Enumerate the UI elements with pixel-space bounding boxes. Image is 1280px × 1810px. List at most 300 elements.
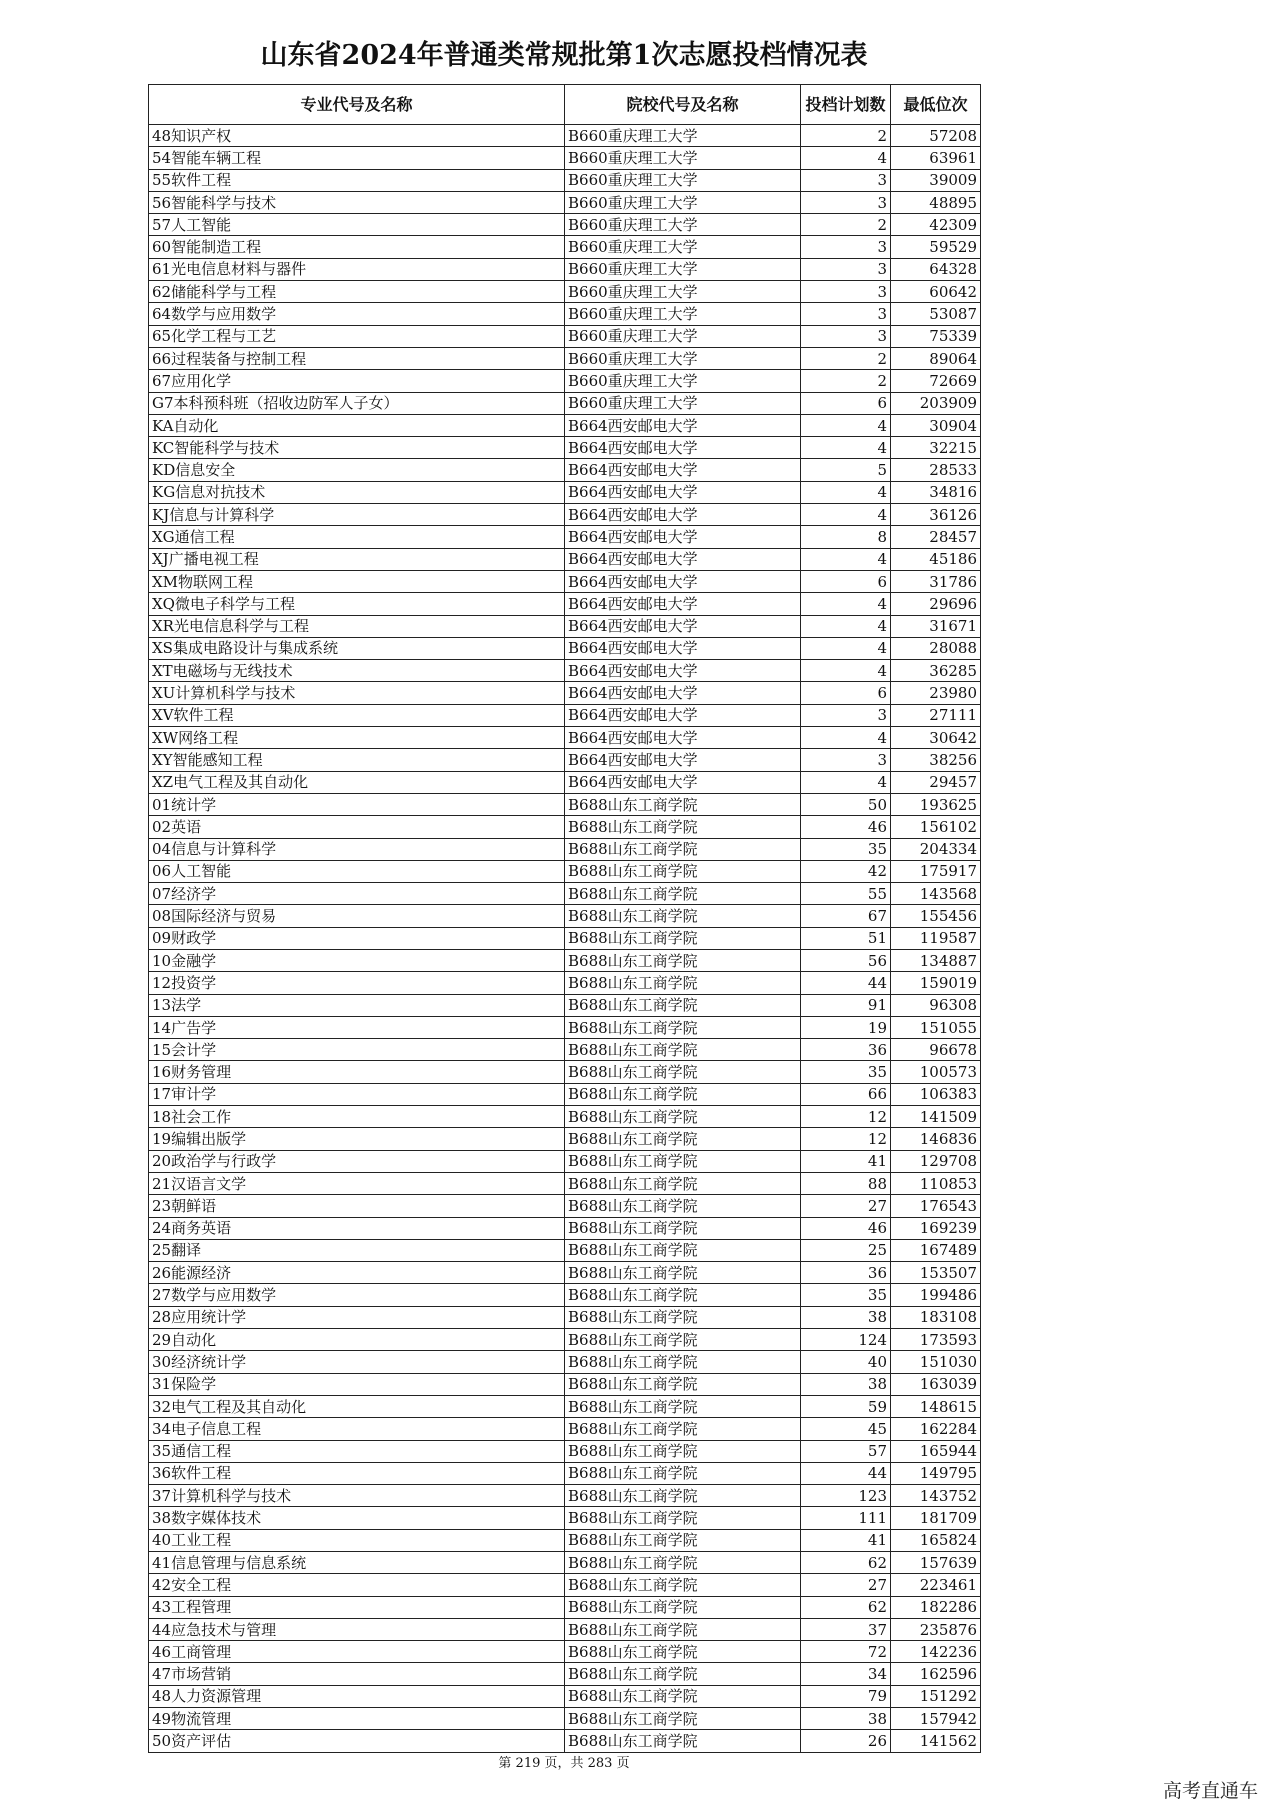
cell-school: B688山东工商学院 xyxy=(565,972,801,994)
cell-school: B688山东工商学院 xyxy=(565,1596,801,1618)
cell-min-rank: 151030 xyxy=(891,1351,981,1373)
cell-min-rank: 141509 xyxy=(891,1106,981,1128)
cell-plan-count: 12 xyxy=(801,1106,891,1128)
cell-school: B688山东工商学院 xyxy=(565,1016,801,1038)
cell-plan-count: 59 xyxy=(801,1395,891,1417)
cell-major: 20政治学与行政学 xyxy=(149,1150,565,1172)
cell-school: B688山东工商学院 xyxy=(565,1618,801,1640)
table-row xyxy=(149,749,981,771)
admission-table xyxy=(148,84,981,1753)
cell-min-rank: 134887 xyxy=(891,949,981,971)
table-body xyxy=(149,125,981,1753)
table-row xyxy=(149,570,981,592)
table-row xyxy=(149,816,981,838)
cell-min-rank: 106383 xyxy=(891,1083,981,1105)
cell-min-rank: 45186 xyxy=(891,548,981,570)
cell-major: 48知识产权 xyxy=(149,125,565,147)
cell-min-rank: 203909 xyxy=(891,392,981,414)
cell-school: B688山东工商学院 xyxy=(565,905,801,927)
cell-school: B688山东工商学院 xyxy=(565,883,801,905)
cell-major: 08国际经济与贸易 xyxy=(149,905,565,927)
table-row xyxy=(149,771,981,793)
table-row xyxy=(149,637,981,659)
cell-min-rank: 223461 xyxy=(891,1574,981,1596)
cell-major: XT电磁场与无线技术 xyxy=(149,660,565,682)
cell-plan-count: 66 xyxy=(801,1083,891,1105)
cell-school: B664西安邮电大学 xyxy=(565,548,801,570)
cell-major: 67应用化学 xyxy=(149,370,565,392)
table-row xyxy=(149,236,981,258)
cell-school: B688山东工商学院 xyxy=(565,1284,801,1306)
cell-min-rank: 157942 xyxy=(891,1708,981,1730)
cell-min-rank: 96678 xyxy=(891,1039,981,1061)
cell-school: B664西安邮电大学 xyxy=(565,749,801,771)
cell-major: 35通信工程 xyxy=(149,1440,565,1462)
table-row xyxy=(149,883,981,905)
cell-plan-count: 4 xyxy=(801,548,891,570)
cell-major: 07经济学 xyxy=(149,883,565,905)
cell-major: 32电气工程及其自动化 xyxy=(149,1395,565,1417)
cell-school: B688山东工商学院 xyxy=(565,1373,801,1395)
table-row xyxy=(149,370,981,392)
cell-school: B688山东工商学院 xyxy=(565,1329,801,1351)
cell-plan-count: 3 xyxy=(801,281,891,303)
table-row xyxy=(149,325,981,347)
cell-plan-count: 50 xyxy=(801,793,891,815)
table-row xyxy=(149,526,981,548)
cell-major: 06人工智能 xyxy=(149,860,565,882)
table-row xyxy=(149,793,981,815)
cell-min-rank: 151292 xyxy=(891,1685,981,1707)
cell-school: B688山东工商学院 xyxy=(565,927,801,949)
cell-school: B664西安邮电大学 xyxy=(565,660,801,682)
cell-major: 66过程装备与控制工程 xyxy=(149,347,565,369)
cell-plan-count: 41 xyxy=(801,1150,891,1172)
cell-major: 48人力资源管理 xyxy=(149,1685,565,1707)
cell-plan-count: 111 xyxy=(801,1507,891,1529)
cell-plan-count: 123 xyxy=(801,1485,891,1507)
cell-min-rank: 53087 xyxy=(891,303,981,325)
cell-school: B688山东工商学院 xyxy=(565,1685,801,1707)
cell-major: 29自动化 xyxy=(149,1329,565,1351)
cell-plan-count: 44 xyxy=(801,1462,891,1484)
table-row xyxy=(149,949,981,971)
table-row xyxy=(149,548,981,570)
table-row xyxy=(149,437,981,459)
cell-school: B660重庆理工大学 xyxy=(565,347,801,369)
cell-major: XQ微电子科学与工程 xyxy=(149,593,565,615)
cell-major: G7本科预科班（招收边防军人子女） xyxy=(149,392,565,414)
cell-major: KJ信息与计算科学 xyxy=(149,504,565,526)
table-row xyxy=(149,1217,981,1239)
cell-major: 34电子信息工程 xyxy=(149,1418,565,1440)
cell-plan-count: 36 xyxy=(801,1262,891,1284)
cell-major: 31保险学 xyxy=(149,1373,565,1395)
cell-major: 26能源经济 xyxy=(149,1262,565,1284)
table-row xyxy=(149,1373,981,1395)
cell-min-rank: 204334 xyxy=(891,838,981,860)
cell-plan-count: 72 xyxy=(801,1641,891,1663)
cell-plan-count: 4 xyxy=(801,615,891,637)
cell-school: B688山东工商学院 xyxy=(565,1440,801,1462)
cell-min-rank: 28533 xyxy=(891,459,981,481)
cell-min-rank: 167489 xyxy=(891,1239,981,1261)
cell-school: B660重庆理工大学 xyxy=(565,147,801,169)
cell-min-rank: 30642 xyxy=(891,727,981,749)
cell-major: XV软件工程 xyxy=(149,704,565,726)
cell-plan-count: 35 xyxy=(801,838,891,860)
cell-min-rank: 148615 xyxy=(891,1395,981,1417)
cell-school: B688山东工商学院 xyxy=(565,1552,801,1574)
cell-plan-count: 46 xyxy=(801,1217,891,1239)
cell-major: 21汉语言文学 xyxy=(149,1172,565,1194)
document-title: 山东省2024年普通类常规批第1次志愿投档情况表 xyxy=(260,40,868,71)
cell-min-rank: 60642 xyxy=(891,281,981,303)
cell-major: XM物联网工程 xyxy=(149,570,565,592)
header-major: 专业代号及名称 xyxy=(149,85,565,125)
cell-plan-count: 62 xyxy=(801,1552,891,1574)
cell-plan-count: 41 xyxy=(801,1529,891,1551)
cell-plan-count: 27 xyxy=(801,1574,891,1596)
cell-min-rank: 39009 xyxy=(891,169,981,191)
cell-school: B688山东工商学院 xyxy=(565,1730,801,1752)
cell-min-rank: 28088 xyxy=(891,637,981,659)
cell-min-rank: 29696 xyxy=(891,593,981,615)
cell-plan-count: 4 xyxy=(801,727,891,749)
cell-school: B664西安邮电大学 xyxy=(565,771,801,793)
header-plan-count: 投档计划数 xyxy=(801,85,891,125)
cell-min-rank: 59529 xyxy=(891,236,981,258)
table-row xyxy=(149,1150,981,1172)
table-row xyxy=(149,1596,981,1618)
cell-min-rank: 143752 xyxy=(891,1485,981,1507)
cell-school: B664西安邮电大学 xyxy=(565,704,801,726)
table-row xyxy=(149,147,981,169)
cell-plan-count: 79 xyxy=(801,1685,891,1707)
cell-plan-count: 45 xyxy=(801,1418,891,1440)
table-row xyxy=(149,704,981,726)
cell-plan-count: 3 xyxy=(801,236,891,258)
cell-plan-count: 27 xyxy=(801,1195,891,1217)
cell-min-rank: 36285 xyxy=(891,660,981,682)
cell-major: 65化学工程与工艺 xyxy=(149,325,565,347)
table-row xyxy=(149,347,981,369)
cell-school: B688山东工商学院 xyxy=(565,1128,801,1150)
cell-major: 46工商管理 xyxy=(149,1641,565,1663)
table-row xyxy=(149,682,981,704)
cell-min-rank: 31786 xyxy=(891,570,981,592)
table-row xyxy=(149,615,981,637)
cell-plan-count: 40 xyxy=(801,1351,891,1373)
cell-school: B664西安邮电大学 xyxy=(565,504,801,526)
cell-min-rank: 193625 xyxy=(891,793,981,815)
cell-school: B688山东工商学院 xyxy=(565,1418,801,1440)
cell-min-rank: 165824 xyxy=(891,1529,981,1551)
cell-min-rank: 149795 xyxy=(891,1462,981,1484)
cell-major: 57人工智能 xyxy=(149,214,565,236)
cell-major: KD信息安全 xyxy=(149,459,565,481)
cell-major: 47市场营销 xyxy=(149,1663,565,1685)
cell-min-rank: 173593 xyxy=(891,1329,981,1351)
cell-min-rank: 42309 xyxy=(891,214,981,236)
cell-school: B664西安邮电大学 xyxy=(565,414,801,436)
cell-major: XS集成电路设计与集成系统 xyxy=(149,637,565,659)
cell-plan-count: 56 xyxy=(801,949,891,971)
cell-plan-count: 6 xyxy=(801,392,891,414)
table-row xyxy=(149,303,981,325)
cell-plan-count: 5 xyxy=(801,459,891,481)
cell-major: 54智能车辆工程 xyxy=(149,147,565,169)
cell-plan-count: 3 xyxy=(801,191,891,213)
table-row xyxy=(149,1329,981,1351)
cell-min-rank: 235876 xyxy=(891,1618,981,1640)
cell-plan-count: 35 xyxy=(801,1284,891,1306)
cell-plan-count: 3 xyxy=(801,704,891,726)
cell-min-rank: 176543 xyxy=(891,1195,981,1217)
cell-major: 01统计学 xyxy=(149,793,565,815)
table-row xyxy=(149,1106,981,1128)
table-row xyxy=(149,1061,981,1083)
table-row xyxy=(149,1039,981,1061)
cell-plan-count: 44 xyxy=(801,972,891,994)
cell-plan-count: 38 xyxy=(801,1306,891,1328)
cell-plan-count: 4 xyxy=(801,481,891,503)
cell-min-rank: 146836 xyxy=(891,1128,981,1150)
cell-major: 44应急技术与管理 xyxy=(149,1618,565,1640)
cell-min-rank: 157639 xyxy=(891,1552,981,1574)
table-row xyxy=(149,1485,981,1507)
cell-plan-count: 2 xyxy=(801,370,891,392)
cell-major: XJ广播电视工程 xyxy=(149,548,565,570)
cell-plan-count: 4 xyxy=(801,660,891,682)
cell-plan-count: 36 xyxy=(801,1039,891,1061)
cell-plan-count: 42 xyxy=(801,860,891,882)
cell-school: B660重庆理工大学 xyxy=(565,125,801,147)
cell-school: B688山东工商学院 xyxy=(565,816,801,838)
table-row xyxy=(149,1284,981,1306)
cell-plan-count: 2 xyxy=(801,125,891,147)
cell-major: 50资产评估 xyxy=(149,1730,565,1752)
cell-min-rank: 162596 xyxy=(891,1663,981,1685)
cell-school: B660重庆理工大学 xyxy=(565,169,801,191)
cell-min-rank: 153507 xyxy=(891,1262,981,1284)
table-row xyxy=(149,838,981,860)
cell-plan-count: 6 xyxy=(801,570,891,592)
cell-plan-count: 124 xyxy=(801,1329,891,1351)
cell-plan-count: 62 xyxy=(801,1596,891,1618)
cell-min-rank: 199486 xyxy=(891,1284,981,1306)
cell-min-rank: 36126 xyxy=(891,504,981,526)
cell-min-rank: 89064 xyxy=(891,347,981,369)
cell-min-rank: 48895 xyxy=(891,191,981,213)
cell-school: B664西安邮电大学 xyxy=(565,481,801,503)
cell-major: 64数学与应用数学 xyxy=(149,303,565,325)
cell-major: 38数字媒体技术 xyxy=(149,1507,565,1529)
table-row xyxy=(149,1016,981,1038)
cell-min-rank: 27111 xyxy=(891,704,981,726)
cell-min-rank: 63961 xyxy=(891,147,981,169)
cell-major: 37计算机科学与技术 xyxy=(149,1485,565,1507)
cell-min-rank: 159019 xyxy=(891,972,981,994)
table-row xyxy=(149,504,981,526)
cell-school: B660重庆理工大学 xyxy=(565,325,801,347)
table-row xyxy=(149,1574,981,1596)
cell-major: 13法学 xyxy=(149,994,565,1016)
cell-major: 25翻译 xyxy=(149,1239,565,1261)
cell-min-rank: 75339 xyxy=(891,325,981,347)
table-row xyxy=(149,927,981,949)
cell-major: 27数学与应用数学 xyxy=(149,1284,565,1306)
table-row xyxy=(149,1708,981,1730)
table-row xyxy=(149,1663,981,1685)
cell-school: B660重庆理工大学 xyxy=(565,370,801,392)
table-row xyxy=(149,1239,981,1261)
cell-plan-count: 55 xyxy=(801,883,891,905)
cell-min-rank: 143568 xyxy=(891,883,981,905)
cell-school: B660重庆理工大学 xyxy=(565,236,801,258)
cell-plan-count: 4 xyxy=(801,504,891,526)
cell-major: 43工程管理 xyxy=(149,1596,565,1618)
cell-plan-count: 3 xyxy=(801,749,891,771)
cell-school: B660重庆理工大学 xyxy=(565,392,801,414)
table-row xyxy=(149,994,981,1016)
table-row xyxy=(149,860,981,882)
cell-plan-count: 4 xyxy=(801,593,891,615)
cell-major: KG信息对抗技术 xyxy=(149,481,565,503)
cell-plan-count: 88 xyxy=(801,1172,891,1194)
table-row xyxy=(149,1128,981,1150)
cell-school: B688山东工商学院 xyxy=(565,1262,801,1284)
table-row xyxy=(149,459,981,481)
cell-plan-count: 4 xyxy=(801,414,891,436)
cell-school: B688山东工商学院 xyxy=(565,1306,801,1328)
cell-min-rank: 34816 xyxy=(891,481,981,503)
cell-plan-count: 4 xyxy=(801,147,891,169)
cell-school: B664西安邮电大学 xyxy=(565,593,801,615)
cell-school: B688山东工商学院 xyxy=(565,793,801,815)
cell-school: B688山东工商学院 xyxy=(565,1217,801,1239)
cell-school: B664西安邮电大学 xyxy=(565,459,801,481)
cell-plan-count: 38 xyxy=(801,1708,891,1730)
cell-school: B688山东工商学院 xyxy=(565,1083,801,1105)
cell-school: B660重庆理工大学 xyxy=(565,258,801,280)
cell-major: 24商务英语 xyxy=(149,1217,565,1239)
cell-major: KC智能科学与技术 xyxy=(149,437,565,459)
cell-min-rank: 169239 xyxy=(891,1217,981,1239)
cell-major: 60智能制造工程 xyxy=(149,236,565,258)
cell-plan-count: 67 xyxy=(801,905,891,927)
cell-school: B688山东工商学院 xyxy=(565,1708,801,1730)
cell-major: 17审计学 xyxy=(149,1083,565,1105)
cell-school: B688山东工商学院 xyxy=(565,1106,801,1128)
cell-school: B688山东工商学院 xyxy=(565,1462,801,1484)
cell-plan-count: 4 xyxy=(801,771,891,793)
cell-school: B664西安邮电大学 xyxy=(565,570,801,592)
cell-school: B688山东工商学院 xyxy=(565,838,801,860)
cell-school: B688山东工商学院 xyxy=(565,1039,801,1061)
cell-major: 16财务管理 xyxy=(149,1061,565,1083)
cell-major: 12投资学 xyxy=(149,972,565,994)
watermark-text: 高考直通车 xyxy=(1162,1780,1258,1802)
cell-school: B688山东工商学院 xyxy=(565,949,801,971)
table-row xyxy=(149,1730,981,1752)
cell-school: B688山东工商学院 xyxy=(565,1529,801,1551)
cell-major: 04信息与计算科学 xyxy=(149,838,565,860)
cell-major: XR光电信息科学与工程 xyxy=(149,615,565,637)
table-row xyxy=(149,972,981,994)
cell-min-rank: 32215 xyxy=(891,437,981,459)
cell-school: B660重庆理工大学 xyxy=(565,191,801,213)
table-row xyxy=(149,1306,981,1328)
table-row xyxy=(149,1462,981,1484)
cell-plan-count: 3 xyxy=(801,325,891,347)
table-row xyxy=(149,1418,981,1440)
cell-min-rank: 162284 xyxy=(891,1418,981,1440)
cell-min-rank: 29457 xyxy=(891,771,981,793)
cell-major: 40工业工程 xyxy=(149,1529,565,1551)
cell-min-rank: 183108 xyxy=(891,1306,981,1328)
table-row xyxy=(149,1552,981,1574)
cell-school: B688山东工商学院 xyxy=(565,1239,801,1261)
cell-school: B688山东工商学院 xyxy=(565,1061,801,1083)
cell-school: B664西安邮电大学 xyxy=(565,727,801,749)
cell-min-rank: 38256 xyxy=(891,749,981,771)
cell-major: 61光电信息材料与器件 xyxy=(149,258,565,280)
cell-school: B660重庆理工大学 xyxy=(565,214,801,236)
cell-school: B688山东工商学院 xyxy=(565,1395,801,1417)
table-row xyxy=(149,392,981,414)
cell-min-rank: 57208 xyxy=(891,125,981,147)
cell-major: XG通信工程 xyxy=(149,526,565,548)
table-row xyxy=(149,214,981,236)
cell-plan-count: 4 xyxy=(801,637,891,659)
cell-school: B688山东工商学院 xyxy=(565,1150,801,1172)
table-row xyxy=(149,258,981,280)
cell-min-rank: 165944 xyxy=(891,1440,981,1462)
cell-plan-count: 57 xyxy=(801,1440,891,1462)
cell-major: 15会计学 xyxy=(149,1039,565,1061)
cell-major: 30经济统计学 xyxy=(149,1351,565,1373)
cell-min-rank: 30904 xyxy=(891,414,981,436)
table-row xyxy=(149,281,981,303)
cell-plan-count: 51 xyxy=(801,927,891,949)
cell-school: B664西安邮电大学 xyxy=(565,637,801,659)
table-row xyxy=(149,481,981,503)
page-footer: 第 219 页，共 283 页 xyxy=(498,1756,630,1771)
cell-min-rank: 156102 xyxy=(891,816,981,838)
cell-major: 09财政学 xyxy=(149,927,565,949)
cell-school: B688山东工商学院 xyxy=(565,860,801,882)
table-row xyxy=(149,1529,981,1551)
table-row xyxy=(149,660,981,682)
cell-plan-count: 46 xyxy=(801,816,891,838)
cell-school: B660重庆理工大学 xyxy=(565,303,801,325)
cell-major: 19编辑出版学 xyxy=(149,1128,565,1150)
table-row xyxy=(149,727,981,749)
cell-school: B664西安邮电大学 xyxy=(565,682,801,704)
cell-school: B688山东工商学院 xyxy=(565,1485,801,1507)
cell-major: 02英语 xyxy=(149,816,565,838)
cell-min-rank: 182286 xyxy=(891,1596,981,1618)
cell-min-rank: 181709 xyxy=(891,1507,981,1529)
cell-plan-count: 35 xyxy=(801,1061,891,1083)
cell-min-rank: 100573 xyxy=(891,1061,981,1083)
cell-major: KA自动化 xyxy=(149,414,565,436)
table-row xyxy=(149,593,981,615)
cell-min-rank: 151055 xyxy=(891,1016,981,1038)
table-row xyxy=(149,1641,981,1663)
cell-plan-count: 4 xyxy=(801,437,891,459)
